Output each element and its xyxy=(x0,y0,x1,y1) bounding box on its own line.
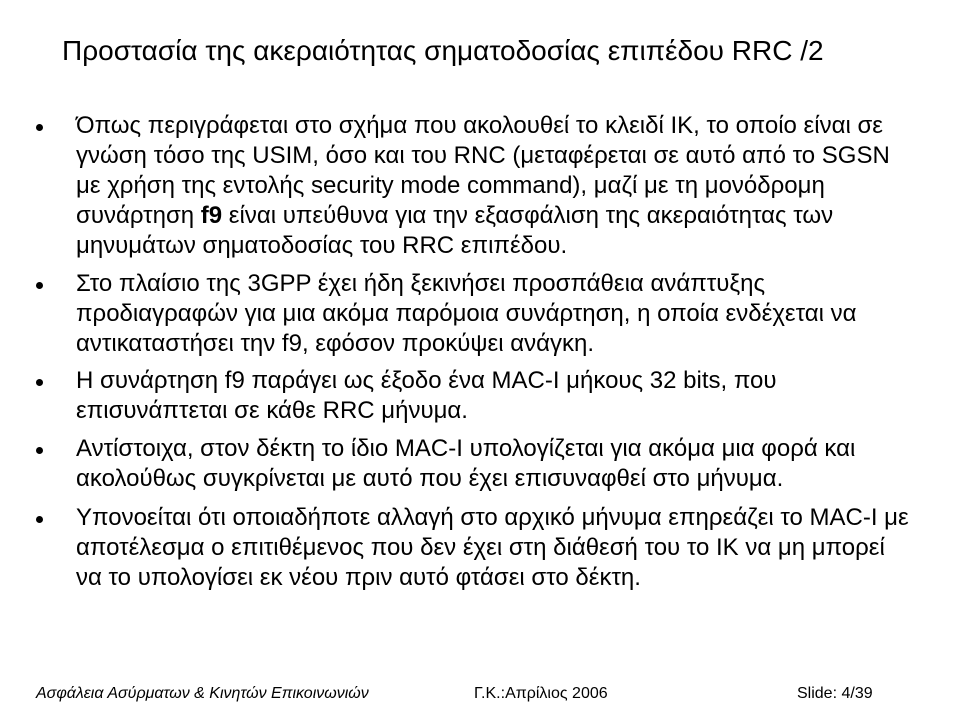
bullet-item xyxy=(0,434,916,494)
bullet-dot-icon xyxy=(36,124,43,131)
bullet-bold-term: f9 xyxy=(200,202,223,229)
bullet-text: Στο πλαίσιο της 3GPP έχει ήδη ξεκινήσει προσπάθεια ανάπτυξης προδιαγραφών για μια ακόμα παρόμοια συνάρτηση, η οποία ενδέχεται να αντικαταστήσει την f9, εφόσον προκύψει ανάγκη. xyxy=(76,270,857,357)
bullet-dot-icon xyxy=(36,516,43,523)
footer-course-title: Ασφάλεια Ασύρματων & Κινητών Επικοινωνιών xyxy=(36,685,369,702)
bullet-item xyxy=(0,269,916,359)
footer-author-date: Γ.Κ.:Απρίλιος 2006 xyxy=(474,685,608,702)
bullet-dot-icon xyxy=(36,379,43,386)
slide-title: Προστασία της ακεραιότητας σηματοδοσίας επιπέδου RRC /2 xyxy=(62,35,824,66)
bullet-dot-icon xyxy=(36,282,43,289)
bullet-dot-icon xyxy=(36,447,43,454)
bullet-list xyxy=(0,111,960,601)
bullet-item xyxy=(0,503,916,593)
bullet-text: Η συνάρτηση f9 παράγει ως έξοδο ένα MAC-I μήκους 32 bits, που επισυνάπτεται σε κάθε RRC μήνυμα. xyxy=(76,367,777,424)
bullet-text: Υπονοείται ότι οποιαδήποτε αλλαγή στο αρχικό μήνυμα επηρεάζει το MAC-I με αποτέλεσμα ο επιτιθέμενος που δεν έχει στη διάθεσή του το IK να μη μπορεί να το υπολογίσει εκ νέου πριν αυτό φτάσει στο δέκτη. xyxy=(76,504,909,591)
footer-slide-number: Slide: 4/39 xyxy=(797,685,873,702)
bullet-item xyxy=(0,111,916,261)
slide-footer xyxy=(0,684,960,708)
bullet-item xyxy=(0,366,916,426)
bullet-text: Όπως περιγράφεται στο σχήμα που ακολουθεί το κλειδί IK, το οποίο είναι σε γνώση τόσο της USIM, όσο και του RNC (μεταφέρεται σε αυτό από το SGSN με χρήση της εντολής security mode command), μαζί με τη μονόδρομη συνάρτηση xyxy=(76,112,890,229)
bullet-text: Αντίστοιχα, στον δέκτη το ίδιο MAC-I υπολογίζεται για ακόμα μια φορά και ακολούθως συγκρίνεται με αυτό που έχει επισυναφθεί στο μήνυμα. xyxy=(76,435,856,492)
bullet-text-continued: είναι υπεύθυνα για την εξασφάλιση της ακεραιότητας των μηνυμάτων σηματοδοσίας του RRC επιπέδου. xyxy=(76,202,834,259)
